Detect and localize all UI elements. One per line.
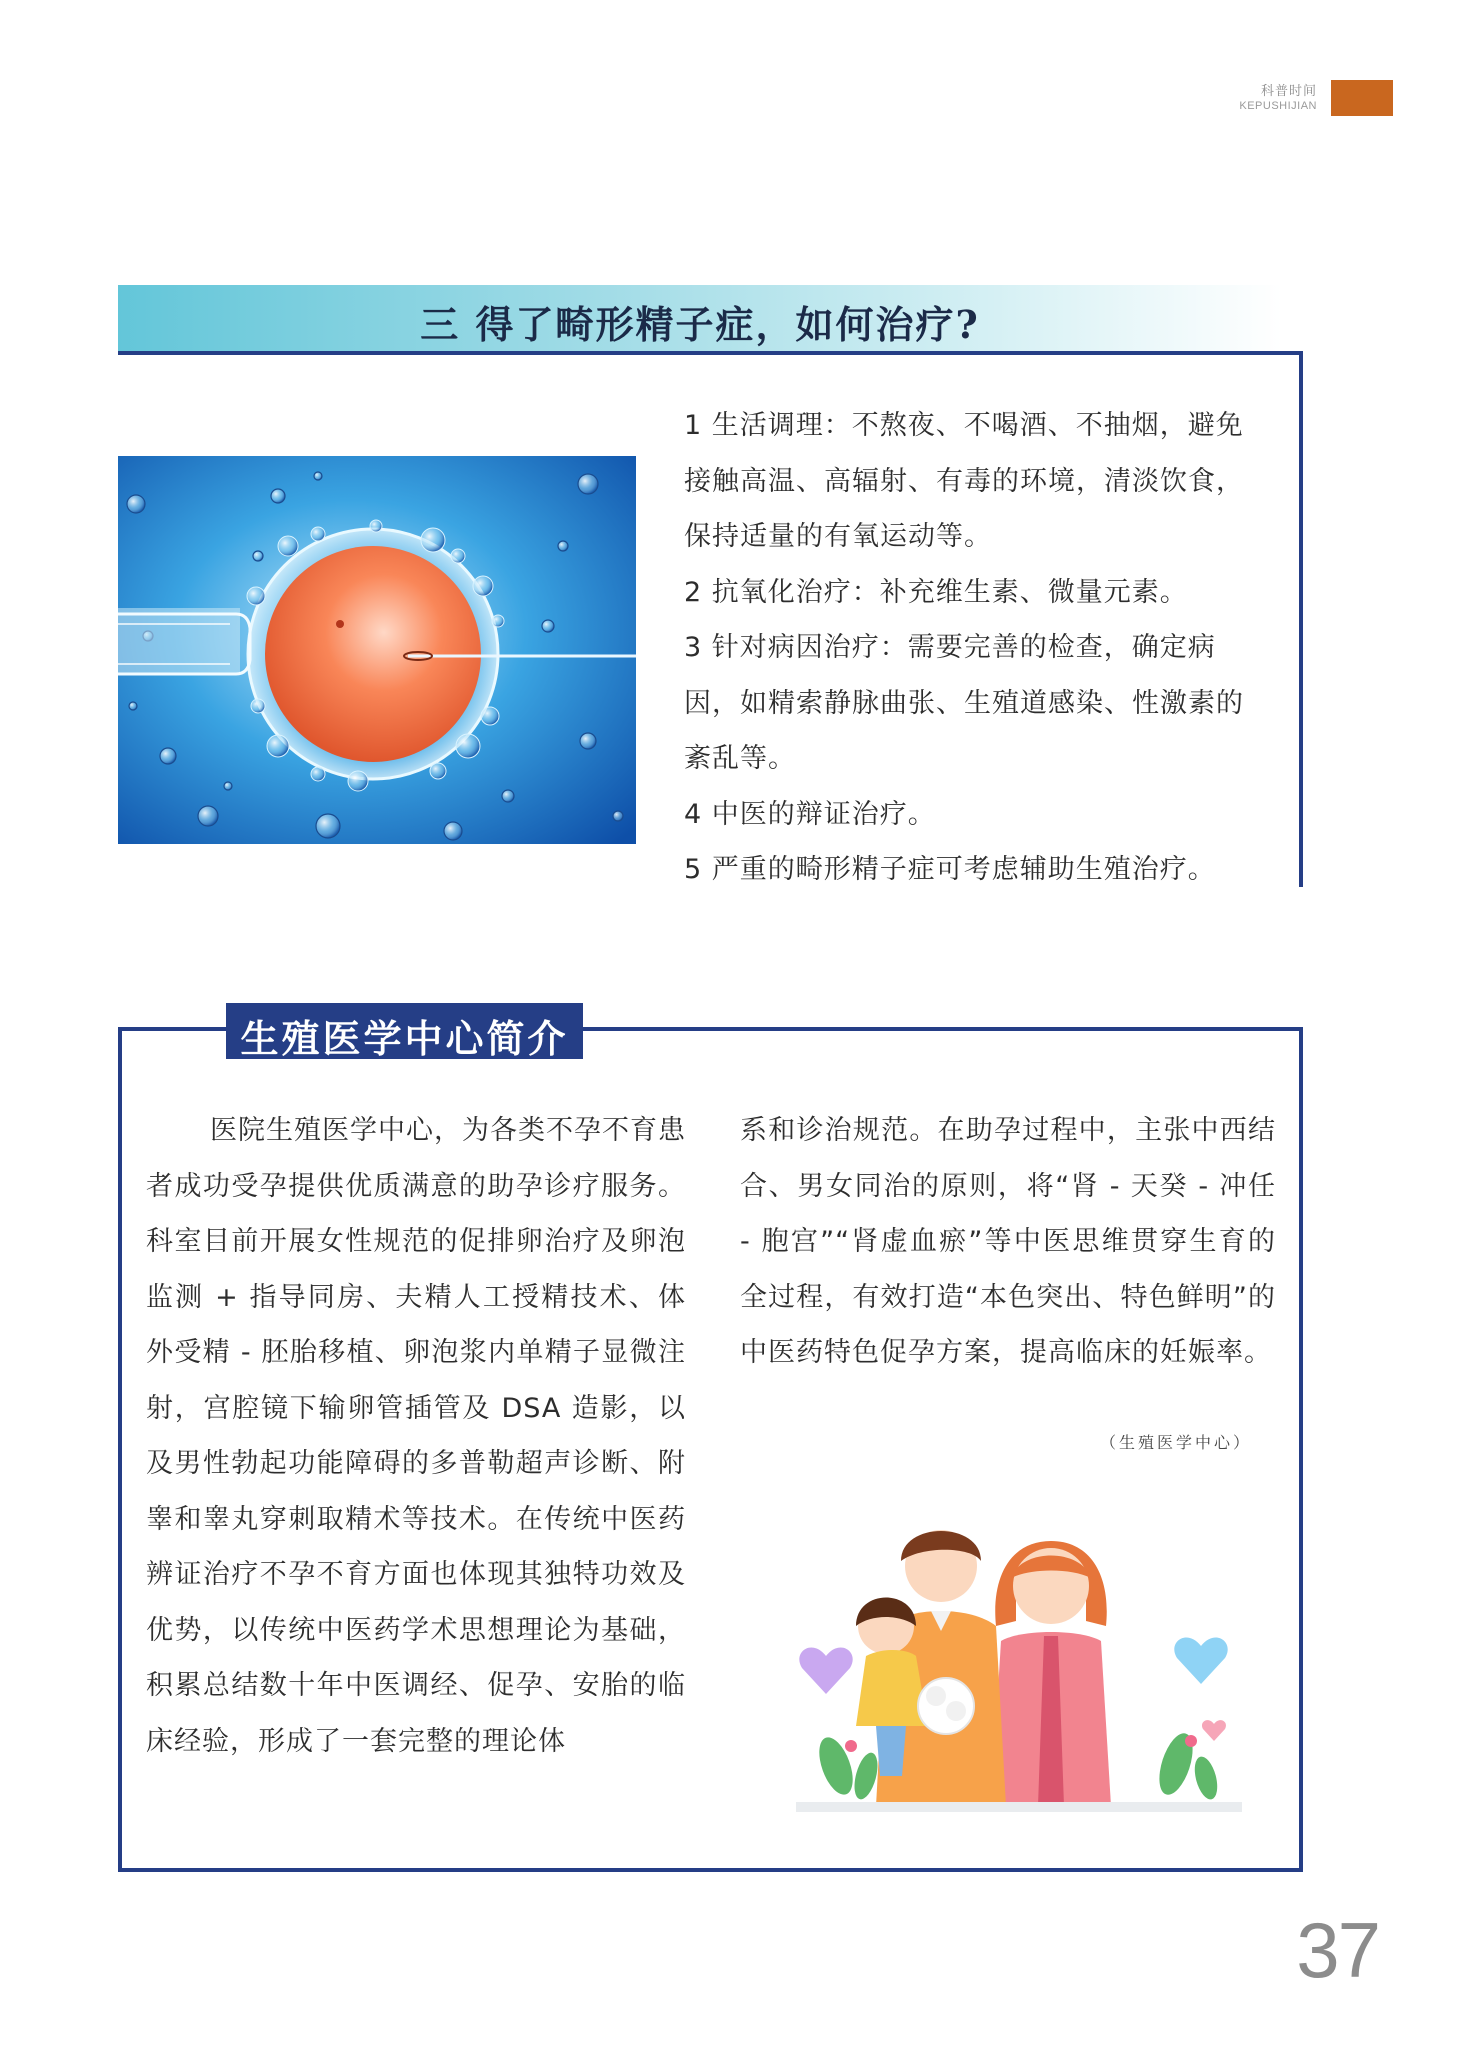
section2-column-1: 医院生殖医学中心，为各类不孕不育患者成功受孕提供优质满意的助孕诊疗服务。科室目前开展女性规范的促排卵治疗及卵泡监测 + 指导同房、夫精人工授精技术、体外受精 - 胚胎移植、卵泡浆内单精子显微注射，宫腔镜下输卵管插管及 DSA 造影，以及男性勃起功能障碍的多普勒超声诊断、附睾和睾丸穿刺取精术等技术。在传统中医药辨证治疗不孕不育方面也体现其独特功效及优势，以传统中医药学术思想理论为基础，积累总结数十年中医调经、促孕、安胎的临床经验，形成了一套完整的理论体	[146, 1115, 686, 1757]
section-label-en: KEPUSHIJIAN	[1239, 100, 1317, 112]
treatment-item-2: 2 抗氧化治疗：补充维生素、微量元素。	[684, 576, 1188, 608]
section1-banner	[118, 285, 1282, 351]
section2-title-tab	[226, 1003, 583, 1059]
section1-title: 三 得了畸形精子症，如何治疗?	[420, 302, 980, 347]
section-label-cn: 科普时间	[1260, 84, 1317, 99]
section2-title: 生殖医学中心简介	[240, 1016, 569, 1061]
treatment-item-4: 4 中医的辩证治疗。	[684, 798, 936, 830]
treatment-item-5: 5 严重的畸形精子症可考虑辅助生殖治疗。	[684, 854, 1216, 885]
header-accent-bar	[1331, 80, 1393, 116]
page-number: 37	[1296, 1906, 1379, 1994]
section2-signature: （生殖医学中心）	[1100, 1433, 1253, 1452]
treatment-item-1: 1 生活调理：不熬夜、不喝酒、不抽烟，避免接触高温、高辐射、有毒的环境，清淡饮食，保持适量的有氧运动等。	[684, 410, 1244, 552]
icsi-photo	[118, 456, 636, 844]
family-illustration	[796, 1496, 1242, 1812]
section2-column-2: 系和诊治规范。在助孕过程中，主张中西结合、男女同治的原则，将“肾 - 天癸 - 冲任 - 胞宫”“肾虚血瘀”等中医思维贯穿生育的全过程，有效打造“本色突出、特色鲜明”的中医药特色促孕方案，提高临床的妊娠率。	[740, 1115, 1276, 1368]
running-header	[1033, 76, 1393, 118]
section1-text	[670, 398, 1270, 898]
treatment-item-3: 3 针对病因治疗：需要完善的检查，确定病因，如精索静脉曲张、生殖道感染、性激素的紊乱等。	[684, 632, 1244, 774]
